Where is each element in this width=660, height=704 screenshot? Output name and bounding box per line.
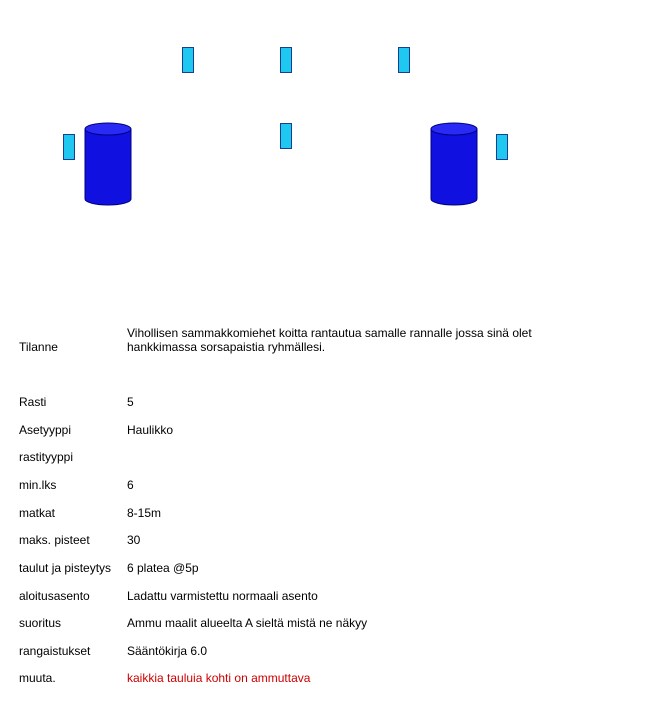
label-suoritus: suoritus	[19, 616, 62, 630]
label-rasti: Rasti	[19, 395, 47, 409]
barrel-left	[84, 122, 132, 206]
label-muuta: muuta.	[19, 671, 56, 685]
value-tilanne-line1: Vihollisen sammakkomiehet koitta rantautua samalle rannalle jossa sinä olet	[127, 326, 532, 340]
label-matkat: matkat	[19, 506, 56, 520]
target-plate	[496, 134, 508, 160]
value-min-lks: 6	[127, 478, 134, 492]
target-plate	[182, 47, 194, 73]
label-maks-pisteet: maks. pisteet	[19, 533, 90, 547]
value-matkat: 8-15m	[127, 506, 162, 520]
stage-diagram	[0, 0, 660, 300]
label-taulut: taulut ja pisteytys	[19, 561, 112, 575]
target-plate	[280, 123, 292, 149]
label-aloitusasento: aloitusasento	[19, 589, 90, 603]
target-plate	[398, 47, 410, 73]
value-taulut: 6 platea @5p	[127, 561, 199, 575]
value-aloitusasento: Ladattu varmistettu normaali asento	[127, 589, 318, 603]
value-rangaistukset: Sääntökirja 6.0	[127, 644, 208, 658]
label-asetyyppi: Asetyyppi	[19, 423, 72, 437]
label-min-lks: min.lks	[19, 478, 57, 492]
value-asetyyppi: Haulikko	[127, 423, 174, 437]
value-tilanne-line2: hankkimassa sorsapaistia ryhmällesi.	[127, 340, 326, 354]
label-tilanne: Tilanne	[19, 340, 58, 354]
value-muuta: kaikkia tauluia kohti on ammuttava	[127, 671, 311, 685]
barrel-right	[430, 122, 478, 206]
label-rastityyppi: rastityyppi	[19, 450, 74, 464]
label-rangaistukset: rangaistukset	[19, 644, 91, 658]
target-plate	[63, 134, 75, 160]
value-maks-pisteet: 30	[127, 533, 141, 547]
value-rasti: 5	[127, 395, 134, 409]
target-plate	[280, 47, 292, 73]
value-suoritus: Ammu maalit alueelta A sieltä mistä ne näkyy	[127, 616, 368, 630]
